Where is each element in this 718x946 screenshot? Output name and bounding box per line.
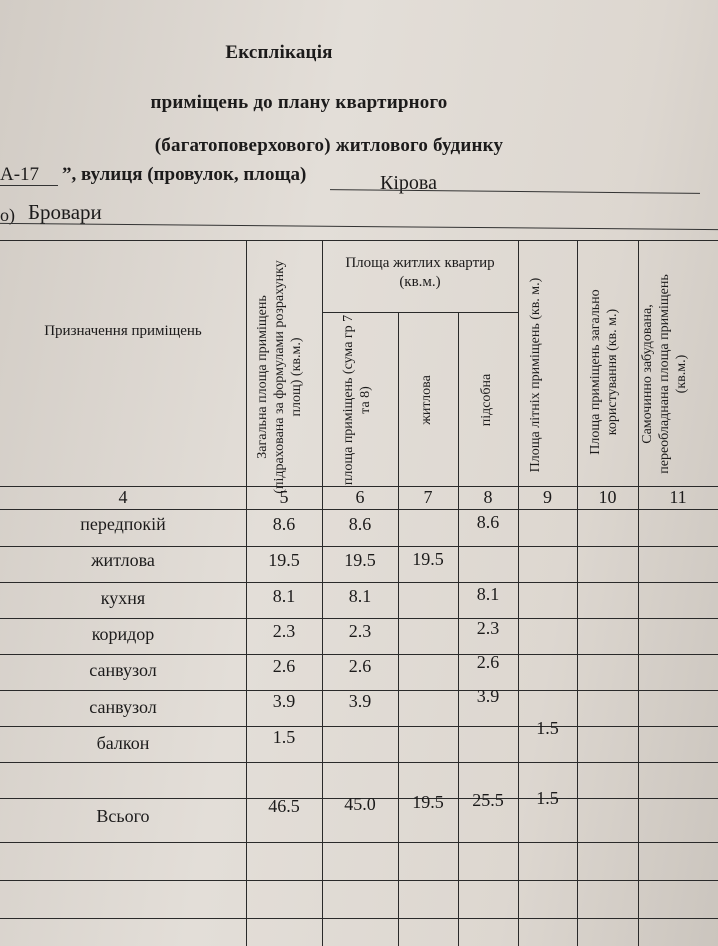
column-number: 4 [118,487,128,507]
house-underline [0,185,58,186]
living-area-value: 19.5 [412,549,444,569]
total-area-value: 8.6 [272,514,296,534]
row-border [0,582,718,583]
header-apartments-area: Площа житлих квартир (кв.м.) [345,255,495,290]
numbers-row-border [0,509,718,510]
house-number: А-17 [0,164,40,185]
room-name: житлова [91,550,155,570]
header-total-area: Загальна площа приміщень (підрахована за формулами розрахунку площ) (кв.м.) [255,260,304,494]
room-name: коридор [91,624,155,644]
header-living: житлова [419,375,434,425]
col-border [398,312,399,946]
row-border [0,762,718,763]
header-room-area: площа приміщень (сума гр 7 та 8) [341,314,373,486]
col-border [518,240,519,946]
document-title: Експлікація [225,42,333,63]
room-name: балкон [96,733,150,753]
column-number: 8 [483,487,493,507]
room-name: передпокій [80,514,166,534]
column-number: 6 [355,487,365,507]
room-area-value: 2.3 [348,621,372,641]
room-area-value: 2.6 [348,656,372,676]
row-border [0,918,718,919]
auxiliary-area-value: 2.3 [476,618,500,638]
room-area-value: 8.6 [348,514,372,534]
row-border [0,546,718,547]
auxiliary-area-value: 8.6 [476,512,500,532]
column-number: 5 [279,487,289,507]
row-border [0,726,718,727]
column-number: 9 [543,487,552,507]
row-border [0,880,718,881]
room-area-value: 19.5 [344,550,376,570]
row-border [0,842,718,843]
column-number: 11 [669,487,687,507]
auxiliary-area-value: 3.9 [476,686,500,706]
room-area-sum: 45.0 [344,794,376,814]
total-area-value: 2.3 [272,621,296,641]
document-subtitle-line-2: (багатоповерхового) житлового будинку [154,135,504,156]
column-number: 10 [598,487,617,507]
summer-area-value: 1.5 [536,718,559,738]
total-area-value: 1.5 [272,727,296,747]
header-unauthorized: Самочинно забудована, переобладнана площа приміщень (кв.м.) [640,274,689,474]
header-auxiliary: підсобна [479,373,494,427]
auxiliary-area-sum: 25.5 [472,790,504,810]
summer-area-sum: 1.5 [536,788,559,808]
header-purpose: Призначення приміщень [44,323,202,339]
column-number: 7 [423,487,433,507]
header-summer-area: Площа літніх приміщень (кв. м.) [528,277,543,473]
header-common-area: Площа приміщень загально користування (кв. м.) [588,289,620,455]
document-subtitle-line-1: приміщень до плану квартирного [150,92,448,113]
total-area-value: 2.6 [272,656,296,676]
living-area-sum: 19.5 [412,792,444,812]
street-label: ”, вулиця (провулок, площа) [62,164,307,185]
room-area-value: 3.9 [348,691,372,711]
city-label: о) [0,205,15,225]
col-border [577,240,578,946]
room-name: санвузол [89,697,157,717]
total-area-value: 19.5 [268,550,300,570]
room-name: кухня [100,588,146,608]
room-name: санвузол [89,660,157,680]
city-underline [0,223,718,230]
street-value: Кірова [380,172,437,194]
city-value: Бровари [28,200,102,224]
total-area-sum: 46.5 [268,796,300,816]
row-border [0,618,718,619]
total-area-value: 8.1 [272,586,296,606]
auxiliary-area-value: 2.6 [476,652,500,672]
total-area-value: 3.9 [272,691,296,711]
row-border [0,654,718,655]
auxiliary-area-value: 8.1 [476,584,500,604]
total-row-label: Всього [96,806,150,826]
table-top-border [0,240,718,241]
room-area-value: 8.1 [348,586,372,606]
